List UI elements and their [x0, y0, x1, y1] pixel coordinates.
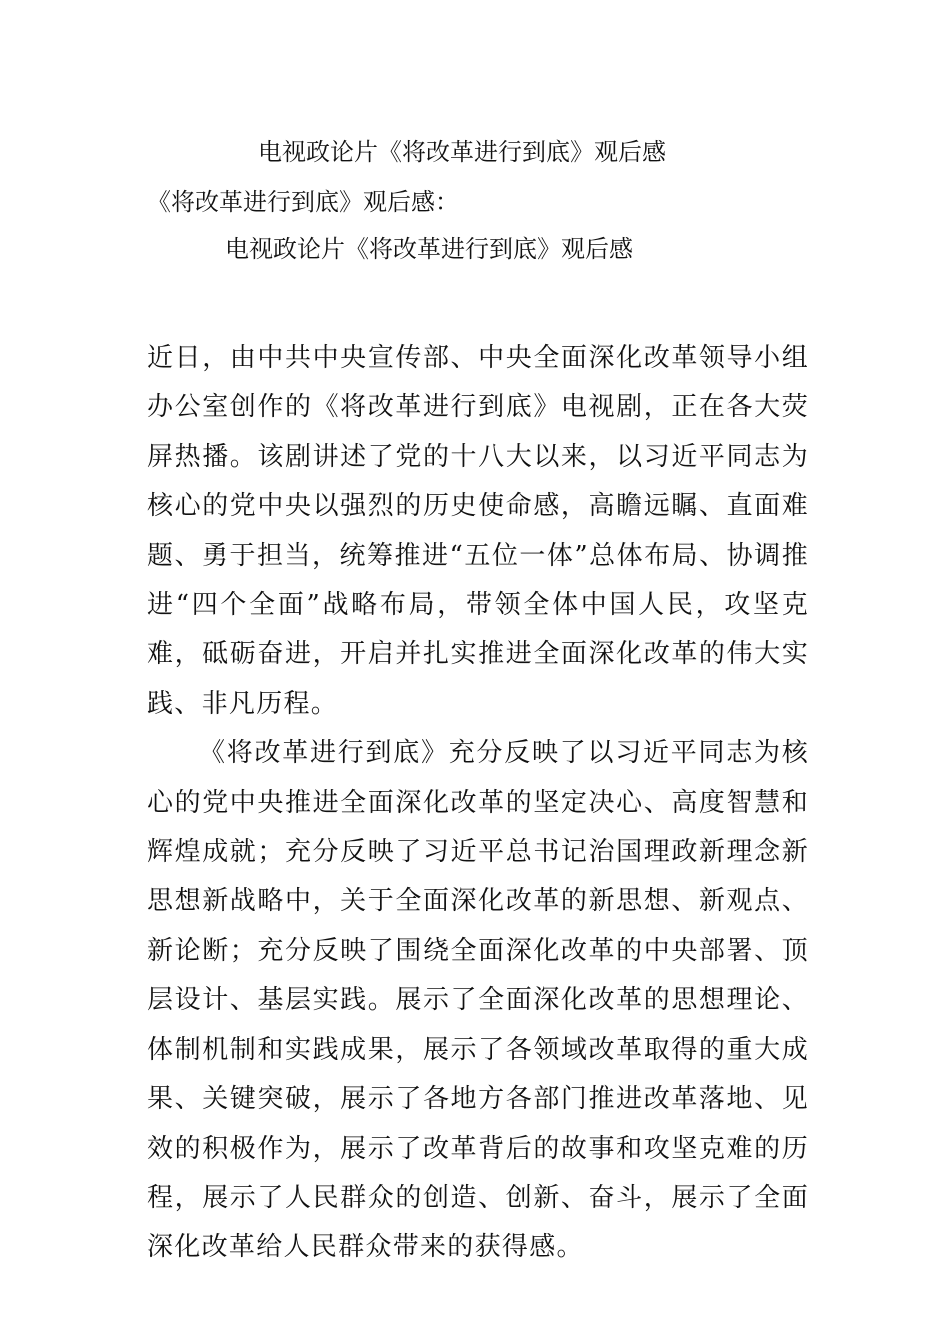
document-subtitle: 《将改革进行到底》观后感： [147, 188, 459, 216]
document-subtitle-repeat: 电视政论片《将改革进行到底》观后感 [225, 235, 633, 263]
paragraph-2: 《将改革进行到底》充分反映了以习近平同志为核心的党中央推进全面深化改革的坚定决心、高度智慧和辉煌成就；充分反映了习近平总书记治国理政新理念新思想新战略中，关于全面深化改革的新思想、新观点、新论断；充分反映了围绕全面深化改革的中央部署、顶层设计、基层实践。展示了全面深化改革的思想理论、体制机制和实践成果，展示了各领域改革取得的重大成果、关键突破，展示了各地方各部门推进改革落地、见效的积极作为，展示了改革背后的故事和攻坚克难的历程，展示了人民群众的创造、创新、奋斗，展示了全面深化改革给人民群众带来的获得感。 [147, 738, 809, 1263]
document-title: 电视政论片《将改革进行到底》观后感 [258, 138, 666, 166]
paragraph-1: 近日，由中共中央宣传部、中央全面深化改革领导小组办公室创作的《将改革进行到底》电视剧，正在各大荧屏热播。该剧讲述了党的十八大以来，以习近平同志为核心的党中央以强烈的历史使命感，高瞻远瞩、直面难题、勇于担当，统筹推进“五位一体”总体布局、协调推进“四个全面”战略布局，带领全体中国人民，攻坚克难，砥砺奋进，开启并扎实推进全面深化改革的伟大实践、非凡历程。 [147, 343, 809, 719]
document-body [147, 334, 809, 1273]
